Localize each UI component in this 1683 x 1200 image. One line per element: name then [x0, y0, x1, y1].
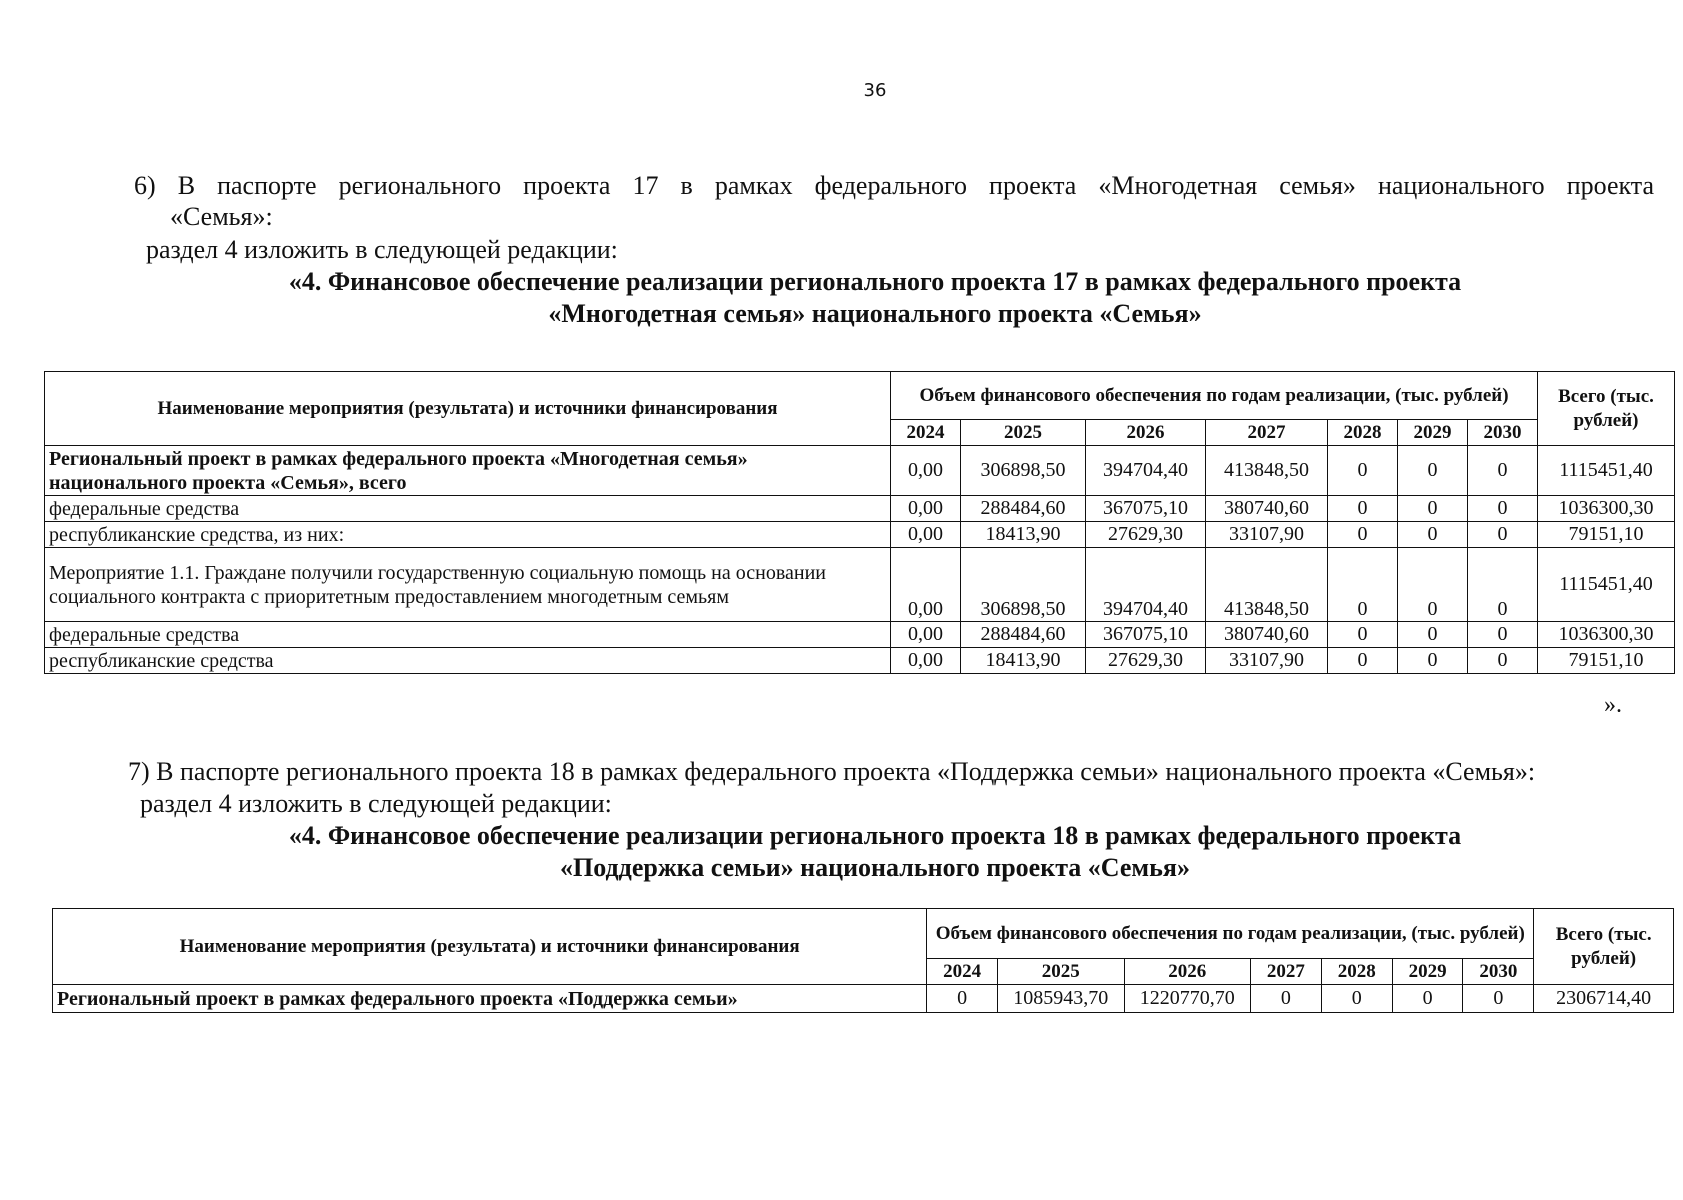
cell-value: 0 [1468, 446, 1538, 496]
year-header: 2030 [1468, 420, 1538, 446]
cell-value: 0 [1468, 548, 1538, 622]
year-header: 2029 [1398, 420, 1468, 446]
year-header: 2025 [961, 420, 1086, 446]
row-name: федеральные средства [45, 496, 891, 522]
cell-value: 18413,90 [961, 648, 1086, 674]
cell-value: 0 [1463, 985, 1534, 1013]
section7-heading-line2: «Поддержка семьи» национального проекта «Семья» [560, 853, 1190, 882]
section6-intro: 6) В паспорте регионального проекта 17 в рамках федерального проекта «Многодетная семья» национального проекта [134, 171, 1654, 200]
cell-value: 0 [1392, 985, 1463, 1013]
cell-value: 27629,30 [1086, 648, 1206, 674]
table-row [53, 985, 1674, 1013]
cell-value: 0 [1468, 648, 1538, 674]
year-header: 2024 [927, 959, 998, 985]
cell-total: 79151,10 [1538, 522, 1675, 548]
cell-value: 0 [1328, 548, 1398, 622]
section6-finance-table [44, 371, 1675, 674]
cell-value: 380740,60 [1206, 622, 1328, 648]
cell-value: 0 [1328, 648, 1398, 674]
table-row [45, 496, 1675, 522]
cell-value: 0,00 [891, 496, 961, 522]
year-header: 2025 [998, 959, 1124, 985]
row-name: Региональный проект в рамках федерального проекта «Многодетная семья» национального проекта «Семья», всего [45, 446, 891, 496]
cell-total: 2306714,40 [1534, 985, 1674, 1013]
section6-instruction: раздел 4 изложить в следующей редакции: [146, 235, 618, 264]
year-header: 2027 [1251, 959, 1322, 985]
cell-value: 367075,10 [1086, 496, 1206, 522]
section7-intro: 7) В паспорте регионального проекта 18 в рамках федерального проекта «Поддержка семьи» национального проекта «Семья»: [128, 757, 1536, 786]
cell-value: 0 [1321, 985, 1392, 1013]
table-row [45, 522, 1675, 548]
header-volume: Объем финансового обеспечения по годам реализации, (тыс. рублей) [891, 372, 1538, 420]
year-header: 2029 [1392, 959, 1463, 985]
cell-value: 18413,90 [961, 522, 1086, 548]
cell-value: 0 [1328, 446, 1398, 496]
row-name: республиканские средства [45, 648, 891, 674]
cell-value: 0,00 [891, 648, 961, 674]
year-header: 2026 [1086, 420, 1206, 446]
cell-value: 0,00 [891, 522, 961, 548]
cell-total: 1115451,40 [1538, 548, 1675, 622]
cell-value: 33107,90 [1206, 648, 1328, 674]
year-header: 2028 [1328, 420, 1398, 446]
cell-total: 1036300,30 [1538, 496, 1675, 522]
year-header: 2030 [1463, 959, 1534, 985]
section6-heading-line1: «4. Финансовое обеспечение реализации регионального проекта 17 в рамках федерального проекта [288, 267, 1462, 296]
row-name: Мероприятие 1.1. Граждане получили государственную социальную помощь на основании социального контракта с приоритетным предоставлением многодетным семьям [45, 548, 891, 622]
table-row [45, 548, 1675, 622]
cell-value: 0 [1468, 622, 1538, 648]
cell-value: 413848,50 [1206, 548, 1328, 622]
cell-total: 1115451,40 [1538, 446, 1675, 496]
page-number: 36 [863, 80, 887, 101]
cell-value: 0 [927, 985, 998, 1013]
cell-value: 380740,60 [1206, 496, 1328, 522]
table-row [45, 446, 1675, 496]
cell-total: 1036300,30 [1538, 622, 1675, 648]
section7-heading-line1: «4. Финансовое обеспечение реализации регионального проекта 18 в рамках федерального проекта [288, 821, 1462, 850]
row-name: федеральные средства [45, 622, 891, 648]
cell-value: 33107,90 [1206, 522, 1328, 548]
cell-value: 27629,30 [1086, 522, 1206, 548]
cell-value: 0 [1468, 496, 1538, 522]
cell-value: 1220770,70 [1124, 985, 1250, 1013]
table-row [45, 648, 1675, 674]
cell-value: 0 [1398, 648, 1468, 674]
cell-value: 1085943,70 [998, 985, 1124, 1013]
cell-value: 0,00 [891, 446, 961, 496]
header-volume: Объем финансового обеспечения по годам реализации, (тыс. рублей) [927, 909, 1534, 959]
row-name: республиканские средства, из них: [45, 522, 891, 548]
year-header: 2026 [1124, 959, 1250, 985]
cell-value: 0 [1398, 548, 1468, 622]
section7-finance-table [52, 908, 1674, 1013]
cell-value: 394704,40 [1086, 548, 1206, 622]
cell-value: 288484,60 [961, 496, 1086, 522]
year-header: 2027 [1206, 420, 1328, 446]
cell-value: 306898,50 [961, 548, 1086, 622]
year-header: 2028 [1321, 959, 1392, 985]
section7-instruction: раздел 4 изложить в следующей редакции: [140, 789, 612, 818]
row-name: Региональный проект в рамках федерального проекта «Поддержка семьи» [53, 985, 927, 1013]
cell-value: 306898,50 [961, 446, 1086, 496]
cell-value: 0,00 [891, 622, 961, 648]
cell-value: 0 [1398, 496, 1468, 522]
header-name: Наименование мероприятия (результата) и источники финансирования [53, 909, 927, 985]
cell-value: 0,00 [891, 548, 961, 622]
cell-total: 79151,10 [1538, 648, 1675, 674]
year-header: 2024 [891, 420, 961, 446]
header-total: Всего (тыс. рублей) [1538, 372, 1675, 446]
cell-value: 0 [1398, 522, 1468, 548]
cell-value: 0 [1468, 522, 1538, 548]
table-row [45, 622, 1675, 648]
cell-value: 413848,50 [1206, 446, 1328, 496]
cell-value: 288484,60 [961, 622, 1086, 648]
cell-value: 0 [1398, 622, 1468, 648]
section6-intro-cont: «Семья»: [170, 202, 273, 231]
header-name: Наименование мероприятия (результата) и источники финансирования [45, 372, 891, 446]
cell-value: 0 [1328, 622, 1398, 648]
cell-value: 0 [1251, 985, 1322, 1013]
section6-heading-line2: «Многодетная семья» национального проекта «Семья» [548, 299, 1202, 328]
cell-value: 0 [1398, 446, 1468, 496]
amendment-closing-mark: ». [1604, 692, 1622, 718]
cell-value: 394704,40 [1086, 446, 1206, 496]
cell-value: 367075,10 [1086, 622, 1206, 648]
header-total: Всего (тыс. рублей) [1534, 909, 1674, 985]
cell-value: 0 [1328, 522, 1398, 548]
cell-value: 0 [1328, 496, 1398, 522]
